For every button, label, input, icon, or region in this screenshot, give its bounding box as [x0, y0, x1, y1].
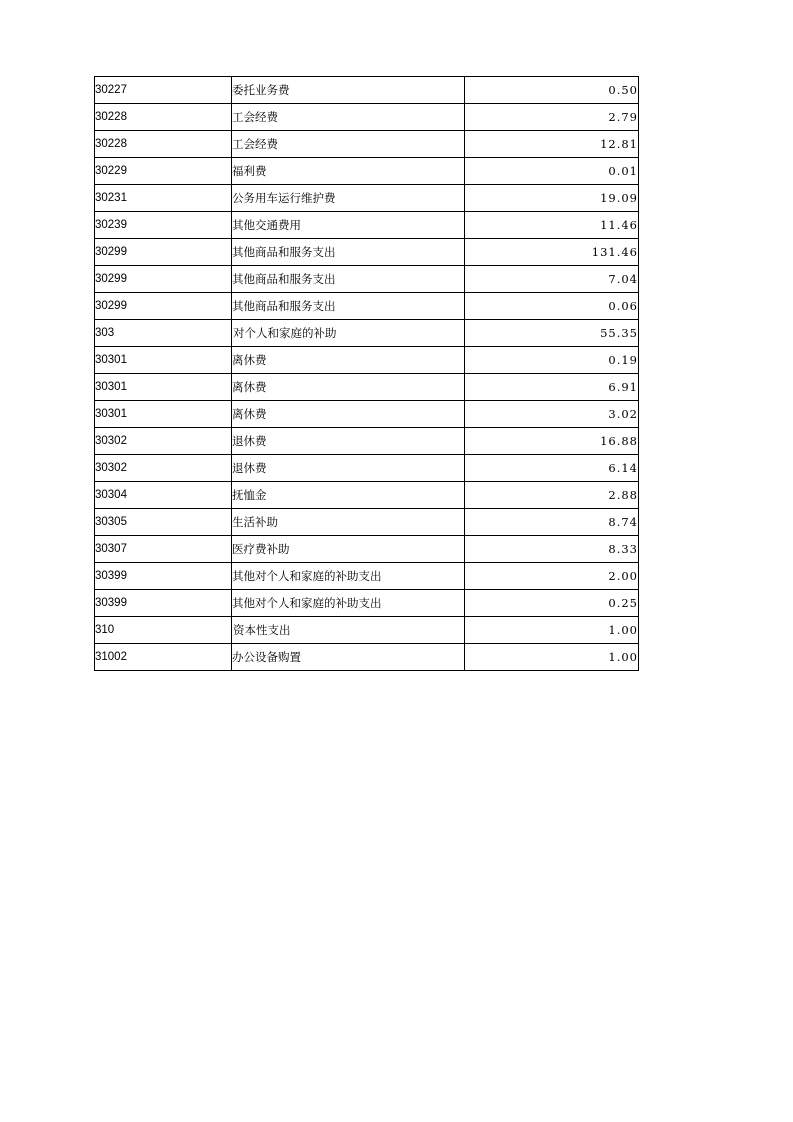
account-code-cell: 30302	[95, 428, 232, 455]
table-row	[95, 644, 639, 671]
account-code-cell: 30399	[95, 563, 232, 590]
amount-cell: 2.88	[465, 482, 639, 509]
account-name-cell: 福利费	[232, 158, 465, 185]
expenditure-table	[94, 76, 639, 671]
table-row	[95, 212, 639, 239]
amount-cell: 7.04	[465, 266, 639, 293]
amount-cell: 11.46	[465, 212, 639, 239]
account-name-cell: 其他对个人和家庭的补助支出	[232, 590, 465, 617]
amount-cell: 19.09	[465, 185, 639, 212]
account-code-cell: 30302	[95, 455, 232, 482]
table-row	[95, 374, 639, 401]
amount-cell: 0.50	[465, 77, 639, 104]
table-row	[95, 428, 639, 455]
amount-cell: 2.79	[465, 104, 639, 131]
table-row	[95, 266, 639, 293]
table-row	[95, 347, 639, 374]
table-row	[95, 401, 639, 428]
account-code-cell: 30305	[95, 509, 232, 536]
table-row	[95, 293, 639, 320]
account-name-cell: 资本性支出	[232, 617, 465, 644]
table-row	[95, 482, 639, 509]
table-row	[95, 536, 639, 563]
account-code-cell: 30227	[95, 77, 232, 104]
amount-cell: 55.35	[465, 320, 639, 347]
table-row	[95, 617, 639, 644]
account-code-cell: 30239	[95, 212, 232, 239]
amount-cell: 1.00	[465, 644, 639, 671]
account-name-cell: 退休费	[232, 428, 465, 455]
table-row	[95, 158, 639, 185]
account-name-cell: 抚恤金	[232, 482, 465, 509]
table-row	[95, 563, 639, 590]
table-row	[95, 590, 639, 617]
account-code-cell: 30301	[95, 401, 232, 428]
amount-cell: 0.19	[465, 347, 639, 374]
table-row	[95, 320, 639, 347]
account-code-cell: 30304	[95, 482, 232, 509]
account-code-cell: 30229	[95, 158, 232, 185]
account-name-cell: 工会经费	[232, 104, 465, 131]
account-code-cell: 30301	[95, 347, 232, 374]
table-row	[95, 455, 639, 482]
amount-cell: 2.00	[465, 563, 639, 590]
expenditure-table-page	[94, 76, 638, 671]
account-name-cell: 办公设备购置	[232, 644, 465, 671]
amount-cell: 1.00	[465, 617, 639, 644]
amount-cell: 0.06	[465, 293, 639, 320]
account-code-cell: 30231	[95, 185, 232, 212]
table-row	[95, 104, 639, 131]
account-name-cell: 其他商品和服务支出	[232, 239, 465, 266]
account-name-cell: 离休费	[232, 347, 465, 374]
account-code-cell: 30299	[95, 293, 232, 320]
account-code-cell: 30228	[95, 131, 232, 158]
account-name-cell: 公务用车运行维护费	[232, 185, 465, 212]
amount-cell: 8.74	[465, 509, 639, 536]
account-name-cell: 退休费	[232, 455, 465, 482]
amount-cell: 16.88	[465, 428, 639, 455]
amount-cell: 131.46	[465, 239, 639, 266]
account-code-cell: 30299	[95, 239, 232, 266]
amount-cell: 0.25	[465, 590, 639, 617]
amount-cell: 3.02	[465, 401, 639, 428]
table-row	[95, 77, 639, 104]
account-code-cell: 31002	[95, 644, 232, 671]
account-code-cell: 303	[95, 320, 232, 347]
amount-cell: 8.33	[465, 536, 639, 563]
table-row	[95, 509, 639, 536]
account-code-cell: 310	[95, 617, 232, 644]
table-row	[95, 131, 639, 158]
account-name-cell: 对个人和家庭的补助	[232, 320, 465, 347]
account-name-cell: 离休费	[232, 374, 465, 401]
table-row	[95, 239, 639, 266]
account-name-cell: 离休费	[232, 401, 465, 428]
account-code-cell: 30299	[95, 266, 232, 293]
amount-cell: 6.14	[465, 455, 639, 482]
account-code-cell: 30399	[95, 590, 232, 617]
account-name-cell: 医疗费补助	[232, 536, 465, 563]
amount-cell: 12.81	[465, 131, 639, 158]
account-code-cell: 30228	[95, 104, 232, 131]
account-name-cell: 委托业务费	[232, 77, 465, 104]
expenditure-table-body	[95, 77, 639, 671]
amount-cell: 6.91	[465, 374, 639, 401]
table-row	[95, 185, 639, 212]
account-code-cell: 30301	[95, 374, 232, 401]
amount-cell: 0.01	[465, 158, 639, 185]
account-name-cell: 工会经费	[232, 131, 465, 158]
account-name-cell: 其他对个人和家庭的补助支出	[232, 563, 465, 590]
account-name-cell: 其他商品和服务支出	[232, 293, 465, 320]
account-name-cell: 其他交通费用	[232, 212, 465, 239]
account-name-cell: 生活补助	[232, 509, 465, 536]
account-name-cell: 其他商品和服务支出	[232, 266, 465, 293]
account-code-cell: 30307	[95, 536, 232, 563]
